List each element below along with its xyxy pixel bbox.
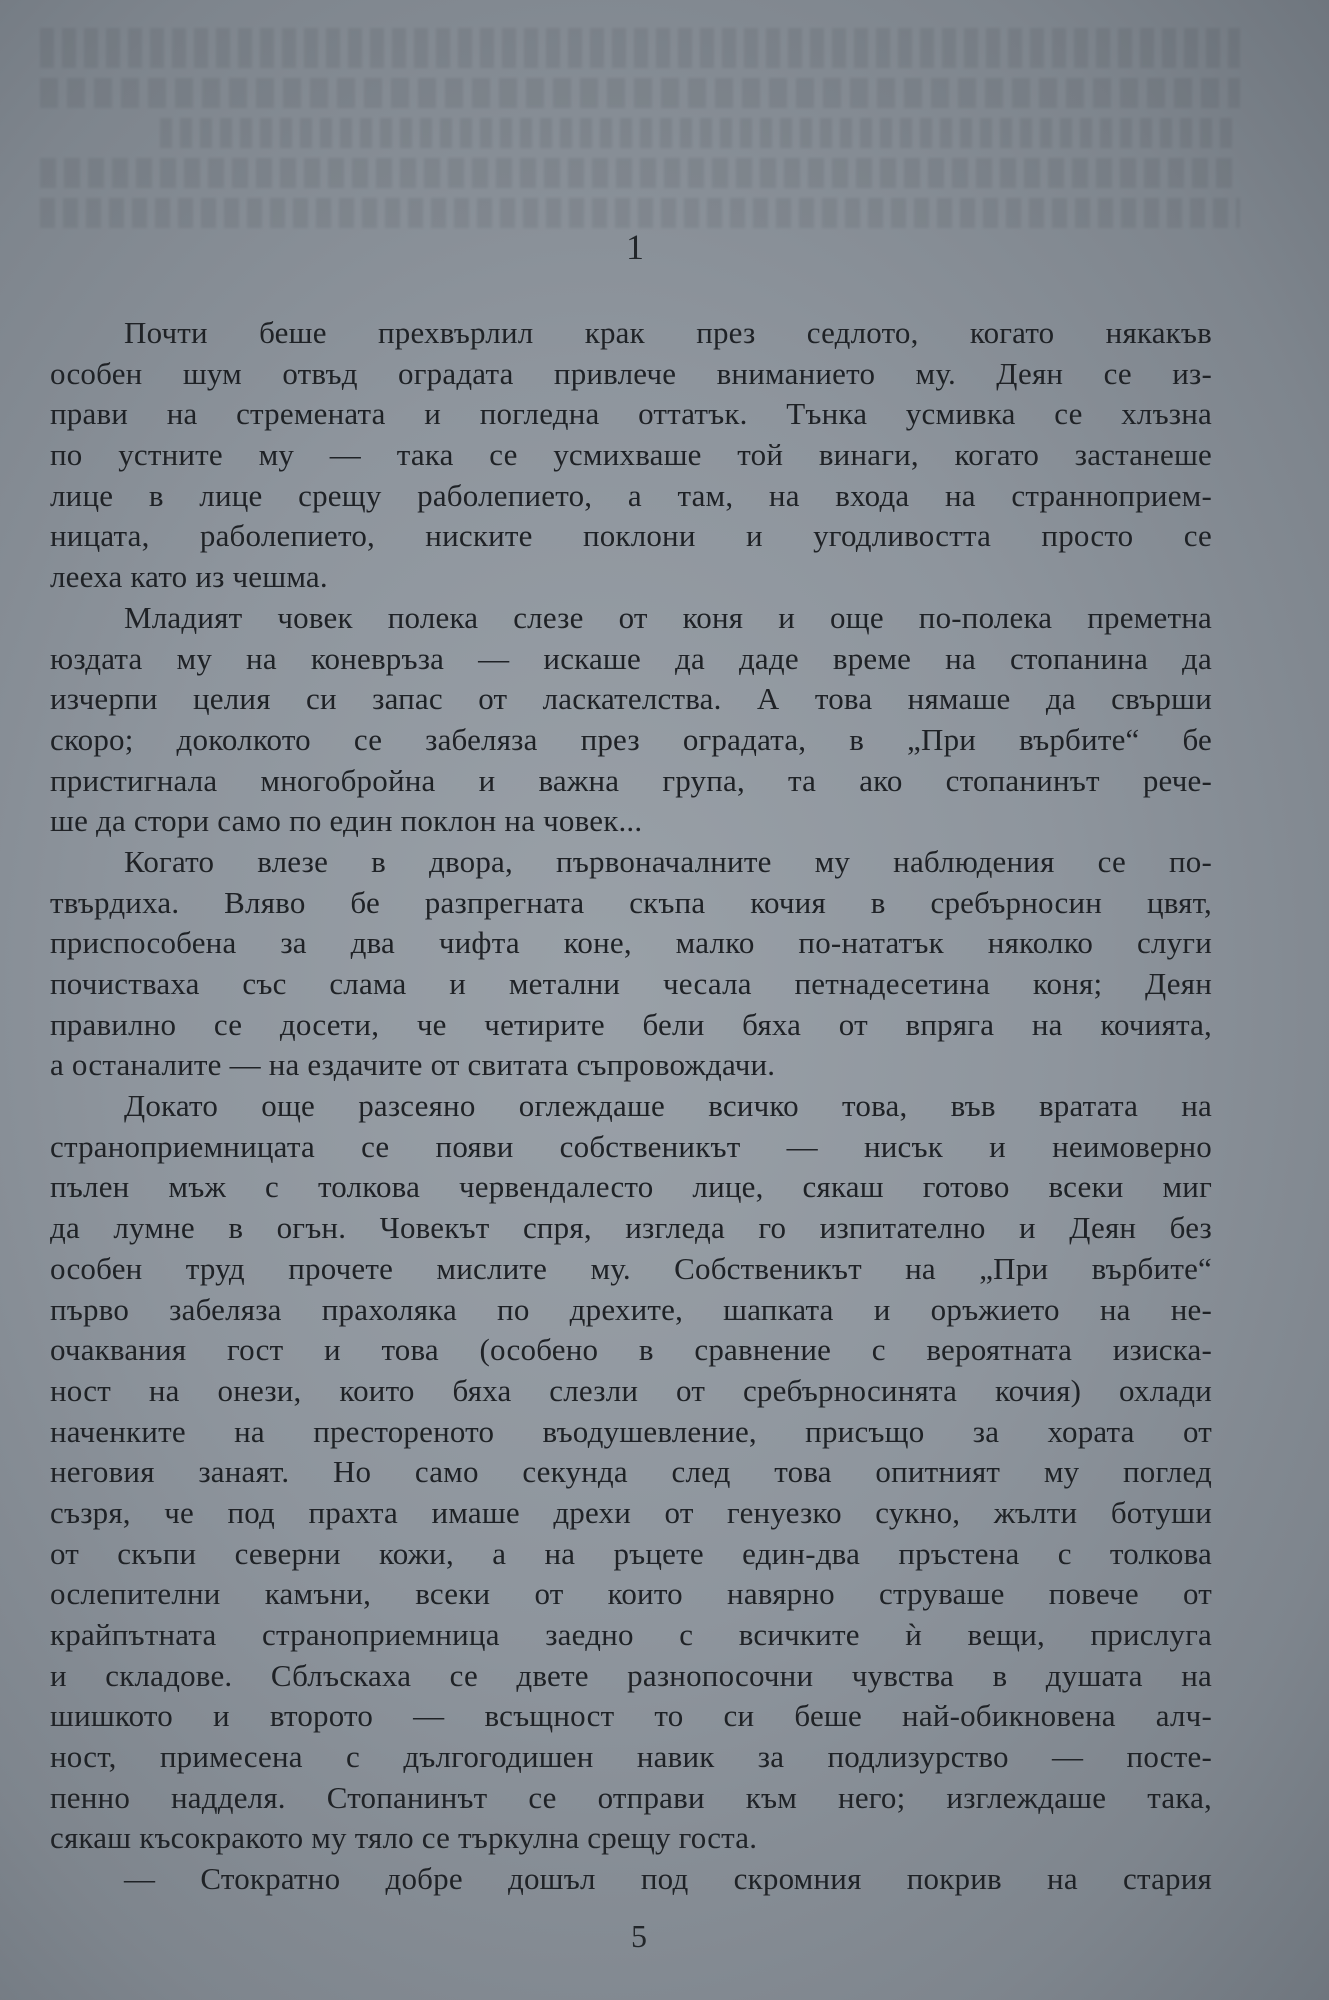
text-line: Младият човек полека слезе от коня и още по-полека преметна xyxy=(124,599,1212,635)
text-line: шишкото и второто — всъщност то си беше най-обикновена алч- xyxy=(50,1698,1212,1734)
text-line: особен труд прочете мислите му. Собственикът на „При върбите“ xyxy=(50,1250,1212,1286)
text-line: крайпътната страноприемница заедно с всичките ѝ вещи, прислуга xyxy=(50,1617,1212,1652)
text-line: Когато влезе в двора, първоначалните му наблюдения се по- xyxy=(124,843,1212,879)
text-line: изчерпи целия си запас от ласкателства. А това нямаше да свърши xyxy=(50,681,1212,717)
text-line: — Стократно добре дошъл под скромния покрив на стария xyxy=(124,1861,1212,1897)
text-line: наченките на престореното въодушевление, присъщо за хората от xyxy=(50,1413,1212,1449)
text-line: по устните му — така се усмихваше той винаги, когато застанеше xyxy=(50,437,1212,473)
text-line: особен шум отвъд оградата привлече вниманието му. Деян се из- xyxy=(50,355,1212,391)
text-line: пенно надделя. Стопанинът се отправи към него; изглеждаше така, xyxy=(50,1779,1212,1815)
text-line: Докато още разсеяно оглеждаше всичко това, във вратата на xyxy=(124,1088,1212,1124)
body-text xyxy=(50,313,1212,1900)
text-line: пълен мъж с толкова червендалесто лице, сякаш готово всеки миг xyxy=(50,1169,1212,1205)
text-line: ше да стори само по един поклон на човек... xyxy=(50,803,643,839)
text-line: юздата му на коневръза — искаше да даде време на стопанина да xyxy=(50,640,1212,676)
text-line: ницата, раболепието, ниските поклони и угодливостта просто се xyxy=(50,518,1212,554)
text-line: лице в лице срещу раболепието, а там, на входа на странноприем- xyxy=(50,477,1212,513)
text-line: страноприемницата се появи собственикът — нисък и неимоверно xyxy=(50,1128,1212,1164)
text-line: ност на онези, които бяха слезли от сребърносинята кочия) охлади xyxy=(50,1372,1212,1408)
text-line: приспособена за два чифта коне, малко по-нататък няколко слуги xyxy=(50,925,1212,961)
page-number: 5 xyxy=(631,1918,647,1954)
text-line: скоро; доколкото се забеляза през оградата, в „При върбите“ бе xyxy=(50,721,1212,757)
text-line: правилно се досети, че четирите бели бяха от впряга на кочията, xyxy=(50,1006,1212,1042)
text-line: и складове. Сблъскаха се двете разнопосочни чувства в душата на xyxy=(50,1657,1212,1693)
text-line: ност, примесена с дългогодишен навик за подлизурство — посте- xyxy=(50,1739,1212,1775)
text-line: съзря, че под прахта имаше дрехи от генуезко сукно, жълти ботуши xyxy=(50,1494,1212,1530)
text-line: а останалите — на ездачите от свитата съпровождачи. xyxy=(50,1047,776,1083)
text-line: почистваха със слама и метални чесала петнадесетина коня; Деян xyxy=(50,966,1212,1001)
text-line: да лумне в огън. Човекът спря, изгледа го изпитателно и Деян без xyxy=(50,1210,1212,1246)
text-line: Почти беше прехвърлил крак през седлото, когато някакъв xyxy=(124,315,1212,350)
text-line: ослепителни камъни, всеки от които навярно струваше повече от xyxy=(50,1576,1212,1612)
text-line: пристигнала многобройна и важна група, та ако стопанинът рече- xyxy=(50,762,1212,798)
text-line: от скъпи северни кожи, а на ръцете един-два пръстена с толкова xyxy=(50,1535,1212,1571)
text-line: първо забеляза прахоляка по дрехите, шапката и оръжието на не- xyxy=(50,1291,1212,1327)
text-line: неговия занаят. Но само секунда след това опитният му поглед xyxy=(50,1454,1212,1490)
text-line: прави на стремената и погледна оттатък. Тънка усмивка се хлъзна xyxy=(50,396,1212,432)
text-line: твърдиха. Вляво бе разпрегната скъпа кочия в сребърносин цвят, xyxy=(50,884,1212,920)
text-line: сякаш късокракото му тяло се търкулна срещу госта. xyxy=(50,1820,758,1856)
text-line: лееха като из чешма. xyxy=(50,559,328,595)
chapter-number: 1 xyxy=(626,227,644,267)
text-line: очаквания гост и това (особено в сравнение с вероятната изиска- xyxy=(50,1332,1212,1368)
